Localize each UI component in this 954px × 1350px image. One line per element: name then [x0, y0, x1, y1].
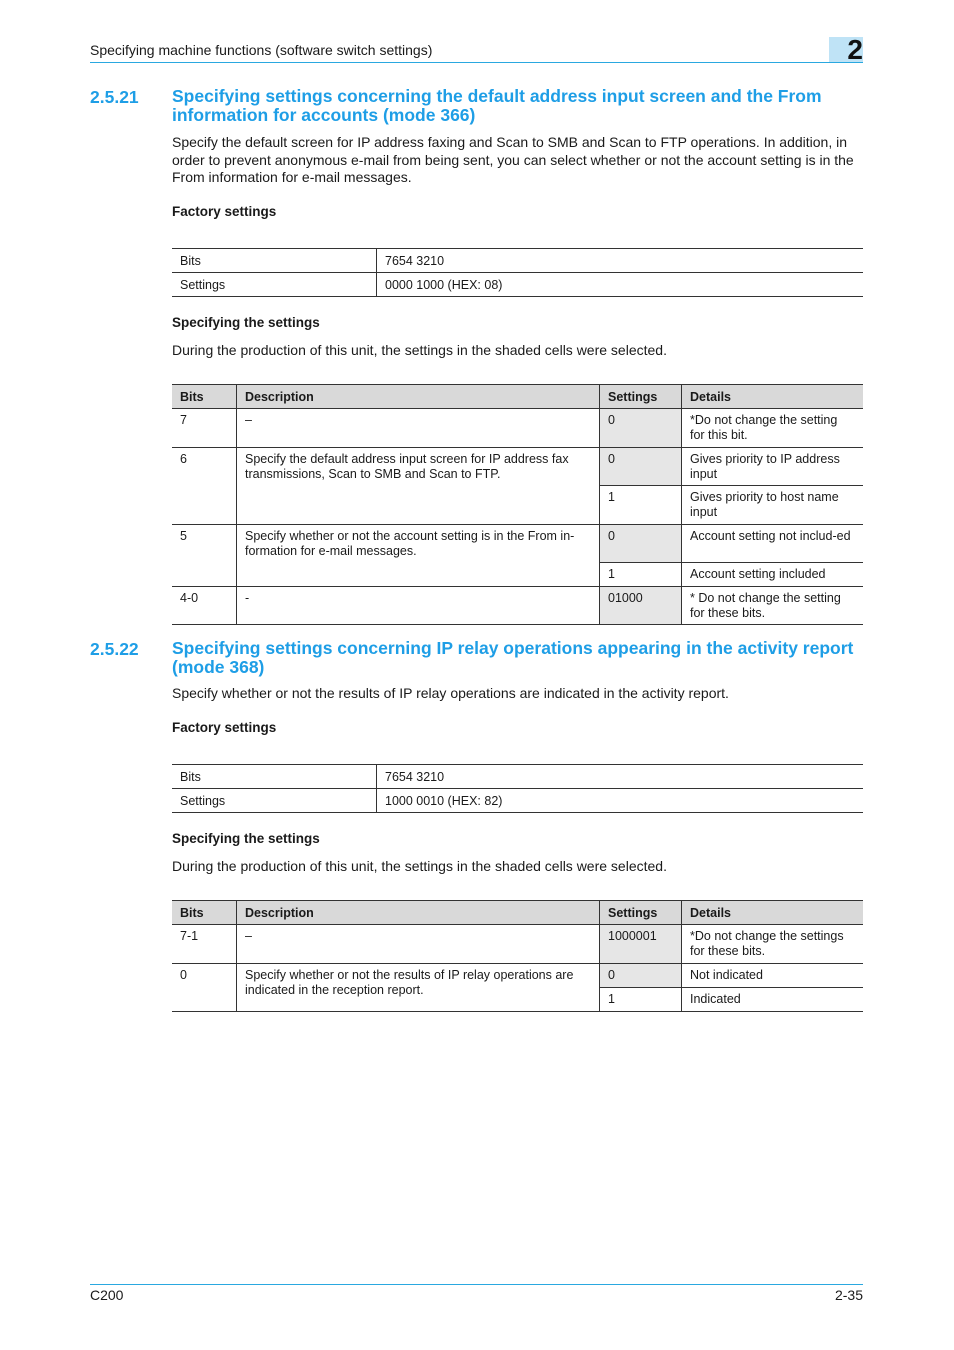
cell-setting: 01000	[600, 587, 682, 625]
bits-value: 7654 3210	[377, 765, 864, 789]
cell-bits: 6	[172, 448, 237, 525]
cell-details: * Do not change the setting for these bits.	[682, 587, 864, 625]
settings-table	[172, 900, 863, 1012]
bits-label: Bits	[172, 249, 377, 273]
settings-table	[172, 384, 863, 625]
factory-settings-heading: Factory settings	[172, 720, 277, 735]
table-header-row	[172, 385, 863, 409]
cell-details: *Do not change the setting for this bit.	[682, 409, 864, 448]
settings-label: Settings	[172, 789, 377, 813]
cell-details: Account setting not includ-ed	[682, 525, 864, 563]
cell-details: Indicated	[682, 988, 864, 1012]
footer-page-number: 2-35	[834, 1287, 863, 1303]
specifying-settings-heading: Specifying the settings	[172, 831, 320, 846]
cell-details: Not indicated	[682, 964, 864, 988]
cell-description: –	[237, 925, 600, 964]
cell-description: -	[237, 587, 600, 625]
col-header-description: Description	[237, 385, 600, 409]
cell-bits: 7	[172, 409, 237, 448]
cell-details: Gives priority to host name input	[682, 486, 864, 525]
factory-settings-table	[172, 764, 863, 813]
bits-label: Bits	[172, 765, 377, 789]
cell-bits: 0	[172, 964, 237, 1012]
cell-bits: 5	[172, 525, 237, 587]
cell-setting: 1	[600, 486, 682, 525]
settings-value: 1000 0010 (HEX: 82)	[377, 789, 864, 813]
cell-setting: 1	[600, 563, 682, 587]
section-number: 2.5.22	[90, 639, 139, 659]
table-row	[172, 587, 863, 625]
section-intro: Specify the default screen for IP address faxing and Scan to SMB and Scan to FTP operations. In addition, in order to prevent anonymous e-mail from being sent, you can select whether or not the account setting is in the From information for e-mail messages.	[172, 134, 854, 185]
footer-model: C200	[90, 1287, 124, 1303]
col-header-settings: Settings	[600, 901, 682, 925]
section-title: Specifying settings concerning IP relay operations appearing in the activity report (mode 368)	[172, 638, 854, 677]
col-header-description: Description	[237, 901, 600, 925]
cell-details: Account setting included	[682, 563, 864, 587]
cell-details: Gives priority to IP address input	[682, 448, 864, 486]
cell-setting: 0	[600, 409, 682, 448]
cell-description: Specify whether or not the account setting is in the From in-formation for e-mail messages.	[237, 525, 600, 587]
col-header-details: Details	[682, 901, 864, 925]
cell-description: –	[237, 409, 600, 448]
chapter-number: 2	[847, 34, 863, 65]
cell-setting: 0	[600, 525, 682, 563]
cell-bits: 4-0	[172, 587, 237, 625]
specifying-settings-heading: Specifying the settings	[172, 315, 320, 330]
specifying-settings-intro: During the production of this unit, the settings in the shaded cells were selected.	[172, 342, 667, 358]
specifying-settings-intro: During the production of this unit, the settings in the shaded cells were selected.	[172, 858, 667, 874]
col-header-bits: Bits	[172, 901, 237, 925]
section-number: 2.5.21	[90, 87, 139, 107]
cell-bits: 7-1	[172, 925, 237, 964]
table-row	[172, 525, 863, 563]
cell-setting: 0	[600, 448, 682, 486]
cell-setting: 0	[600, 964, 682, 988]
table-row	[172, 925, 863, 964]
section-title: Specifying settings concerning the default address input screen and the From information for accounts (mode 366)	[172, 86, 822, 125]
bits-value: 7654 3210	[377, 249, 864, 273]
settings-label: Settings	[172, 273, 377, 297]
table-row	[172, 409, 863, 448]
cell-setting: 1000001	[600, 925, 682, 964]
col-header-settings: Settings	[600, 385, 682, 409]
table-row	[172, 964, 863, 988]
table-header-row	[172, 901, 863, 925]
cell-details: *Do not change the settings for these bits.	[682, 925, 864, 964]
cell-setting: 1	[600, 988, 682, 1012]
cell-description: Specify the default address input screen for IP address fax transmissions, Scan to SMB and Scan to FTP.	[237, 448, 600, 525]
settings-value: 0000 1000 (HEX: 08)	[377, 273, 864, 297]
factory-settings-table	[172, 248, 863, 297]
col-header-details: Details	[682, 385, 864, 409]
col-header-bits: Bits	[172, 385, 237, 409]
header-divider	[90, 62, 863, 63]
section-intro: Specify whether or not the results of IP relay operations are indicated in the activity report.	[172, 685, 729, 701]
cell-description: Specify whether or not the results of IP relay operations are indicated in the reception report.	[237, 964, 600, 1012]
running-header-title: Specifying machine functions (software switch settings)	[90, 42, 433, 58]
footer-divider	[90, 1284, 863, 1285]
table-row	[172, 448, 863, 486]
factory-settings-heading: Factory settings	[172, 204, 277, 219]
